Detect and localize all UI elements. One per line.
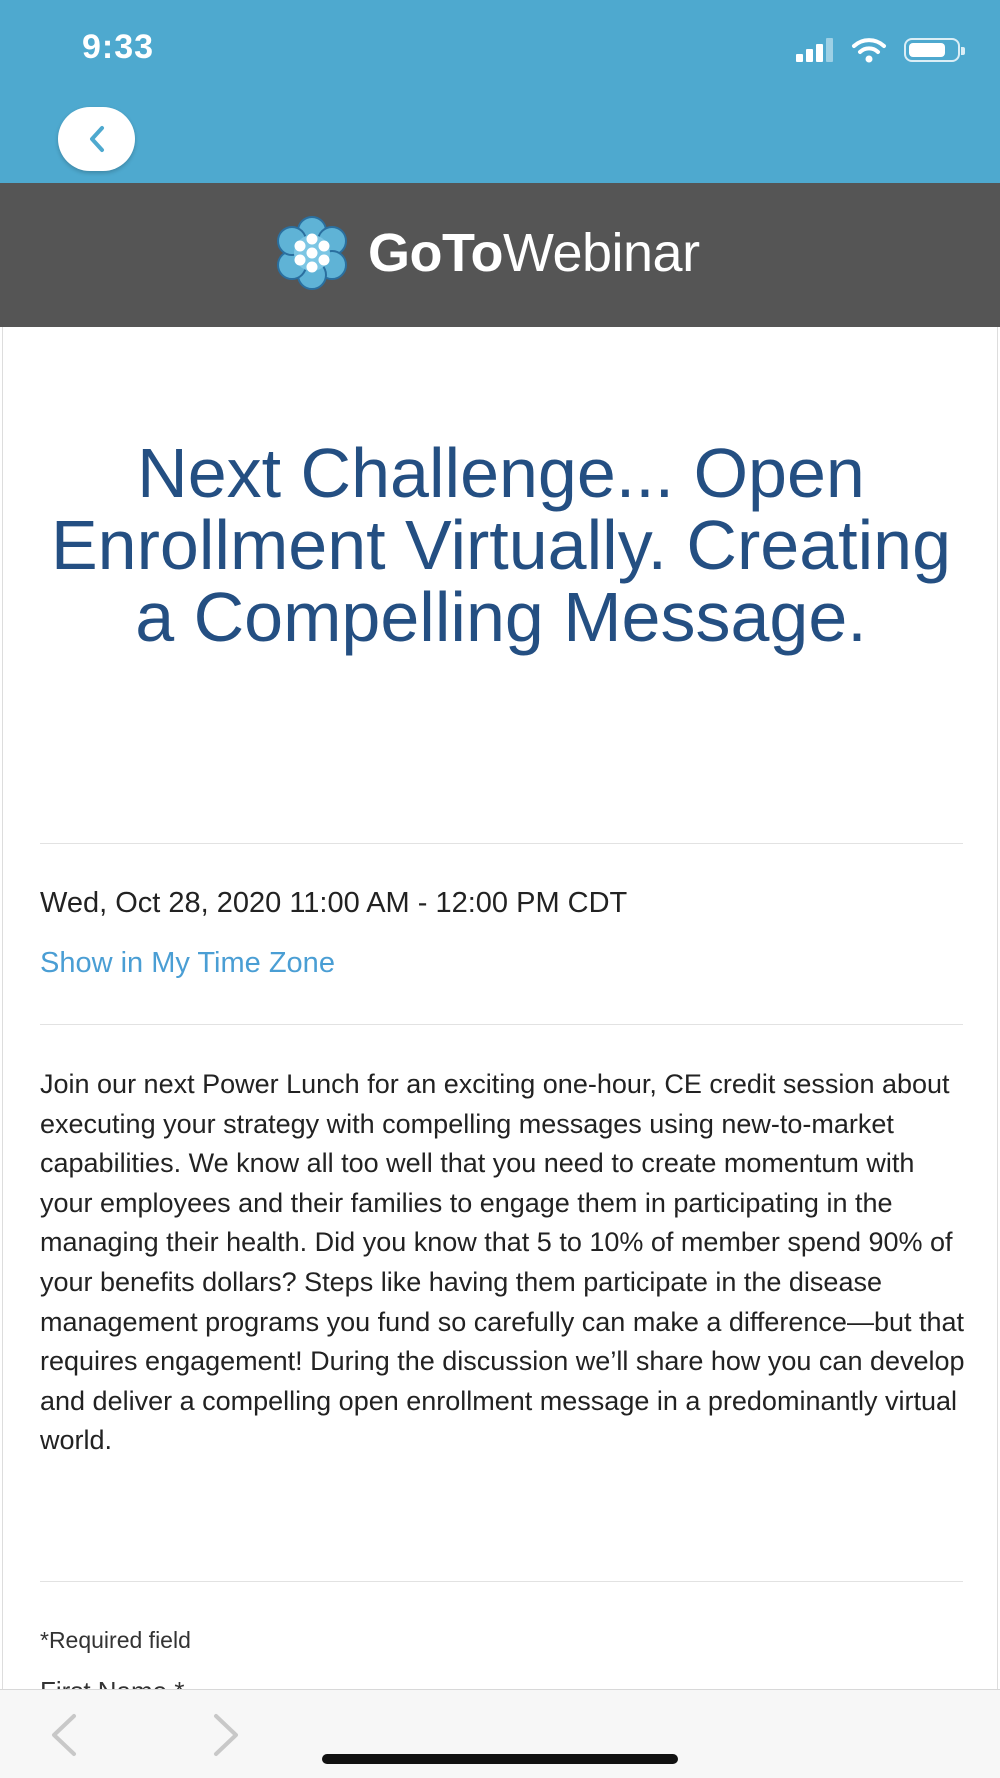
event-datetime: Wed, Oct 28, 2020 11:00 AM - 12:00 PM CDT — [40, 887, 628, 919]
divider — [40, 1024, 963, 1025]
browser-back-arrow-icon[interactable] — [44, 1712, 84, 1758]
status-time: 9:33 — [82, 28, 155, 66]
event-description: Join our next Power Lunch for an exciting one-hour, CE credit session about executing your strategy with compelling messages using new-to-market capabilities. We know all too well that you need to create momentum with your employees and their families to engage them in participating in the managing their health. Did you know that 5 to 10% of member spend 90% of your benefits dollars? Steps like having them participate in the disease management programs you fund so carefully can make a difference—but that requires engagement! During the discussion we’ll share how you can develop and deliver a compelling open enrollment message in a predominantly virtual world. — [40, 1069, 965, 1456]
brand-name: GoToWebinar — [368, 223, 700, 283]
registration-page — [2, 327, 998, 1689]
status-icons — [796, 36, 960, 64]
gotowebinar-flower-icon — [270, 215, 354, 291]
status-and-nav-bar — [0, 0, 1000, 183]
browser-toolbar — [0, 1689, 1000, 1778]
required-field-note: *Required field — [40, 1627, 191, 1653]
divider — [40, 1581, 963, 1582]
event-title: Next Challenge... Open Enrollment Virtually. Creating a Compelling Message. — [50, 434, 952, 656]
divider — [40, 843, 963, 844]
back-button[interactable] — [58, 107, 135, 171]
brand-header — [0, 183, 1000, 327]
chevron-left-icon — [86, 124, 108, 154]
battery-icon — [904, 38, 960, 62]
home-indicator[interactable] — [322, 1754, 678, 1764]
wifi-icon — [852, 37, 886, 63]
browser-forward-arrow-icon[interactable] — [206, 1712, 246, 1758]
show-in-my-time-zone-link[interactable]: Show in My Time Zone — [40, 947, 335, 979]
cellular-signal-icon — [796, 38, 836, 62]
gotowebinar-logo — [270, 215, 700, 291]
